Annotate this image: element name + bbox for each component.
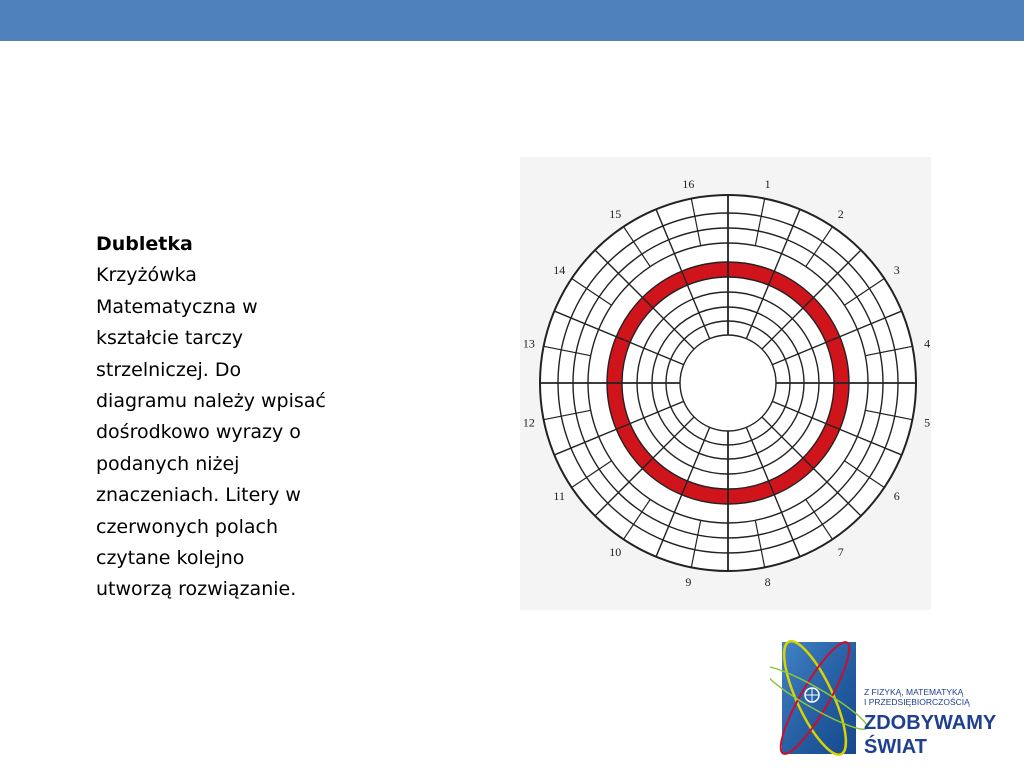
sector-label: 16 <box>682 176 695 191</box>
sector-label: 15 <box>609 207 622 222</box>
sector-label: 12 <box>522 415 535 430</box>
description-text <box>96 229 396 606</box>
sector-label: 9 <box>685 575 692 590</box>
sector-label: 7 <box>837 544 844 559</box>
sector-label: 8 <box>764 575 771 590</box>
logo-line-2: I PRZEDSIĘBIORCZOŚCIĄ <box>864 697 970 707</box>
sector-label: 4 <box>924 336 931 351</box>
sector-label: 10 <box>609 544 622 559</box>
sector-label: 2 <box>837 207 844 222</box>
description-line: czytane kolejno <box>96 547 245 570</box>
description-line: strzelniczej. Do <box>96 358 242 381</box>
target-crossword-diagram <box>520 157 931 610</box>
project-logo <box>770 622 1024 768</box>
description-line: Matematyczna w <box>96 295 258 318</box>
description-line: podanych niżej <box>96 452 240 475</box>
sector-label: 14 <box>553 263 566 278</box>
description-line: Krzyżówka <box>96 264 197 287</box>
sector-label: 6 <box>893 488 900 503</box>
description-line: czerwonych polach <box>96 515 278 538</box>
logo-line-4: ŚWIAT <box>864 736 927 758</box>
sector-label: 11 <box>553 488 565 503</box>
description-line: utworzą rozwiązanie. <box>96 578 297 601</box>
target-svg <box>520 157 931 610</box>
title-bar <box>0 0 1024 41</box>
sector-label: 5 <box>924 415 931 430</box>
logo-line-3: ZDOBYWAMY <box>864 712 997 734</box>
sector-label: 1 <box>764 176 771 191</box>
sector-label: 3 <box>893 263 900 278</box>
description-line: kształcie tarczy <box>96 327 243 350</box>
description-line: znaczeniach. Litery w <box>96 484 301 507</box>
crossword-title: Dubletka <box>96 233 193 255</box>
logo-line-1: Z FIZYKĄ, MATEMATYKĄ <box>864 687 964 697</box>
sector-label: 13 <box>522 336 535 351</box>
description-line: dośrodkowo wyrazy o <box>96 421 301 444</box>
logo-svg <box>770 622 1024 768</box>
description-line: diagramu należy wpisać <box>96 390 326 413</box>
